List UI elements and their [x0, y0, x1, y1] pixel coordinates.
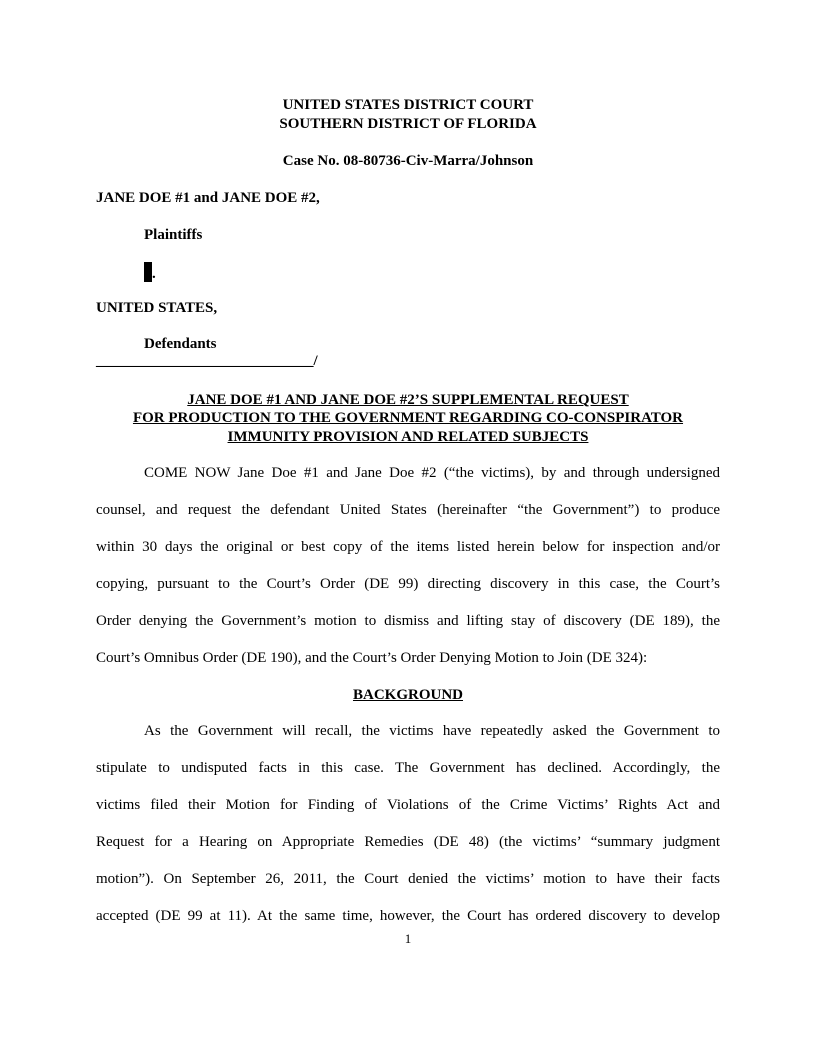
intro-line: Order denying the Government’s motion to dismiss and lifting stay of discovery (DE 189), the — [96, 613, 720, 629]
defendants-label: Defendants — [144, 336, 217, 352]
intro-line: within 30 days the original or best copy of the items listed herein below for inspection and/or — [96, 539, 720, 555]
caption-signature-line: _____________________________/ — [96, 353, 318, 369]
background-line: accepted (DE 99 at 11). At the same time, however, the Court has ordered discovery to develop — [96, 908, 720, 924]
background-line: Request for a Hearing on Appropriate Remedies (DE 48) (the victims’ “summary judgment — [96, 834, 720, 850]
defendant-name: UNITED STATES, — [96, 300, 218, 316]
plaintiffs-names: JANE DOE #1 and JANE DOE #2, — [96, 190, 320, 206]
page-number: 1 — [404, 931, 412, 946]
court-name: UNITED STATES DISTRICT COURT — [282, 97, 534, 113]
versus-line — [144, 262, 156, 283]
intro-line: COME NOW Jane Doe #1 and Jane Doe #2 (“the victims), by and through undersigned — [144, 465, 720, 481]
intro-line: counsel, and request the defendant United States (hereinafter “the Government”) to produce — [96, 502, 720, 518]
document-title-line-2: FOR PRODUCTION TO THE GOVERNMENT REGARDING CO-CONSPIRATOR — [132, 410, 684, 426]
plaintiffs-label: Plaintiffs — [144, 227, 203, 243]
background-line: motion”). On September 26, 2011, the Court denied the victims’ motion to have their facts — [96, 871, 720, 887]
redaction-block — [144, 262, 152, 282]
background-line: stipulate to undisputed facts in this case. The Government has declined. Accordingly, the — [96, 760, 720, 776]
background-line: victims filed their Motion for Finding of Violations of the Crime Victims’ Rights Act and — [96, 797, 720, 813]
background-heading: BACKGROUND — [352, 687, 463, 703]
intro-line: copying, pursuant to the Court’s Order (DE 99) directing discovery in this case, the Court’s — [96, 576, 720, 592]
court-district: SOUTHERN DISTRICT OF FLORIDA — [279, 116, 537, 132]
case-number: Case No. 08-80736-Civ-Marra/Johnson — [282, 153, 534, 169]
background-line: As the Government will recall, the victims have repeatedly asked the Government to — [144, 723, 720, 739]
versus-suffix: . — [152, 266, 156, 282]
intro-line: Court’s Omnibus Order (DE 190), and the Court’s Order Denying Motion to Join (DE 324): — [96, 650, 648, 666]
document-title-line-3: IMMUNITY PROVISION AND RELATED SUBJECTS — [227, 429, 589, 445]
document-title-line-1: JANE DOE #1 AND JANE DOE #2’S SUPPLEMENTAL REQUEST — [187, 392, 629, 408]
